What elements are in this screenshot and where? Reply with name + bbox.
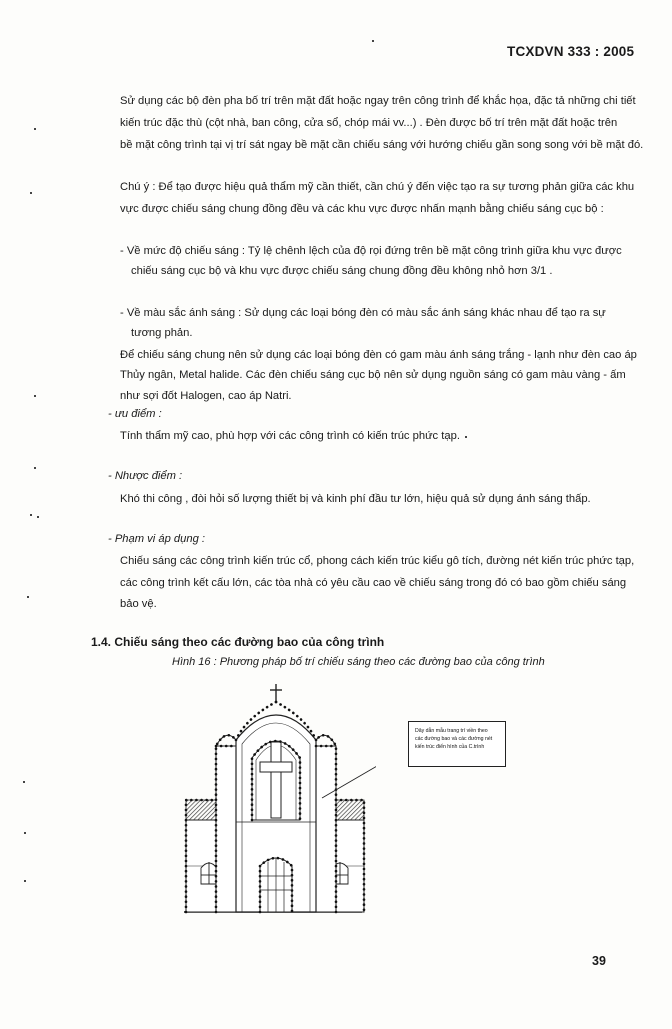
advantages-label: - ưu điểm :	[108, 408, 162, 420]
document-code: TCXDVN 333 : 2005	[507, 44, 635, 59]
church-outline-lighting-diagram	[176, 680, 376, 920]
scan-speck	[27, 596, 29, 598]
disadvantages-text: Khó thi công , đòi hỏi số lượng thiết bị và kinh phí đầu tư lớn, hiệu quả sử dụng ánh sáng thấp.	[120, 493, 591, 505]
scan-speck	[34, 395, 36, 397]
scan-speck	[34, 128, 36, 130]
bullet-light-color-line-5: như sợi đốt Halogen, cao áp Natri.	[120, 390, 292, 402]
intro-line-1: Sử dụng các bộ đèn pha bố trí trên mặt đất hoặc ngay trên công trình để khắc họa, đặc tả những chi tiết	[120, 95, 636, 107]
scope-line-2: các công trình kết cấu lớn, các tòa nhà có yêu cầu cao về chiếu sáng trong đó có bao gồm chiếu sáng	[120, 577, 627, 589]
bullet-light-color-line-3: Để chiếu sáng chung nên sử dụng các loại bóng đèn có gam màu ánh sáng trắng - lạnh như đèn cao áp	[120, 349, 637, 361]
scope-label: - Phạm vi áp dụng :	[108, 533, 206, 545]
intro-line-3: bề mặt công trình tại vị trí sát ngay bề mặt cần chiếu sáng với hướng chiếu gần song song với bề mặt đó.	[120, 139, 644, 151]
scan-speck	[30, 192, 32, 194]
scan-speck	[372, 40, 374, 42]
scan-speck	[37, 516, 39, 518]
note-line-1: Chú ý : Để tạo được hiệu quả thẩm mỹ cần thiết, cần chú ý đến việc tạo ra sự tương phản giữa các khu	[120, 181, 635, 193]
advantages-text: Tính thẩm mỹ cao, phù hợp với các công trình có kiến trúc phức tạp.	[120, 430, 460, 442]
bullet-lighting-level-line-2: chiếu sáng cục bộ và khu vực được chiếu sáng chung đồng đều không nhỏ hơn 3/1 .	[131, 265, 553, 277]
scan-speck	[24, 832, 26, 834]
scan-speck	[23, 781, 25, 783]
note-line-2: vực được chiếu sáng chung đồng đều và các khu vực được nhấn mạnh bằng chiếu sáng cục bộ :	[120, 203, 604, 215]
callout-line-3: kiến trúc điển hình của C.trình	[415, 744, 485, 751]
figure-callout-box	[408, 721, 506, 767]
scope-line-1: Chiếu sáng các công trình kiến trúc cổ, phong cách kiến trúc kiểu gô tích, đường nét kiến trúc phức tạp,	[120, 555, 635, 567]
disadvantages-label: - Nhược điểm :	[108, 470, 183, 482]
scan-speck	[34, 467, 36, 469]
page-number: 39	[592, 954, 606, 968]
callout-line-2: các đường bao và các đường nét	[415, 736, 493, 743]
scan-speck	[30, 514, 32, 516]
callout-line-1: Dây dẫn mẫu trang trí viền theo	[415, 728, 488, 734]
bullet-light-color-line-4: Thủy ngân, Metal halide. Các đèn chiếu sáng cục bộ nên sử dụng nguồn sáng có gam màu vàng - ấm	[120, 369, 626, 381]
scan-speck	[465, 436, 467, 438]
bullet-light-color-line-1: - Về màu sắc ánh sáng : Sử dụng các loại bóng đèn có màu sắc ánh sáng khác nhau để tạo ra sự	[120, 307, 606, 319]
bullet-light-color-line-2: tương phản.	[131, 327, 193, 339]
intro-line-2: kiến trúc đặc thù (cột nhà, ban công, cửa sổ, chóp mái vv...) . Đèn được bố trí trên mặt đất hoặc trên	[120, 117, 618, 129]
section-heading: 1.4. Chiếu sáng theo các đường bao của công trình	[91, 635, 385, 649]
scan-speck	[24, 880, 26, 882]
figure-caption: Hình 16 : Phương pháp bố trí chiếu sáng theo các đường bao của công trình	[172, 656, 545, 668]
bullet-lighting-level-line-1: - Về mức độ chiếu sáng : Tỷ lệ chênh lệch của độ rọi đứng trên bề mặt công trình giữa khu vực được	[120, 245, 622, 257]
scope-line-3: bảo vệ.	[120, 598, 157, 610]
